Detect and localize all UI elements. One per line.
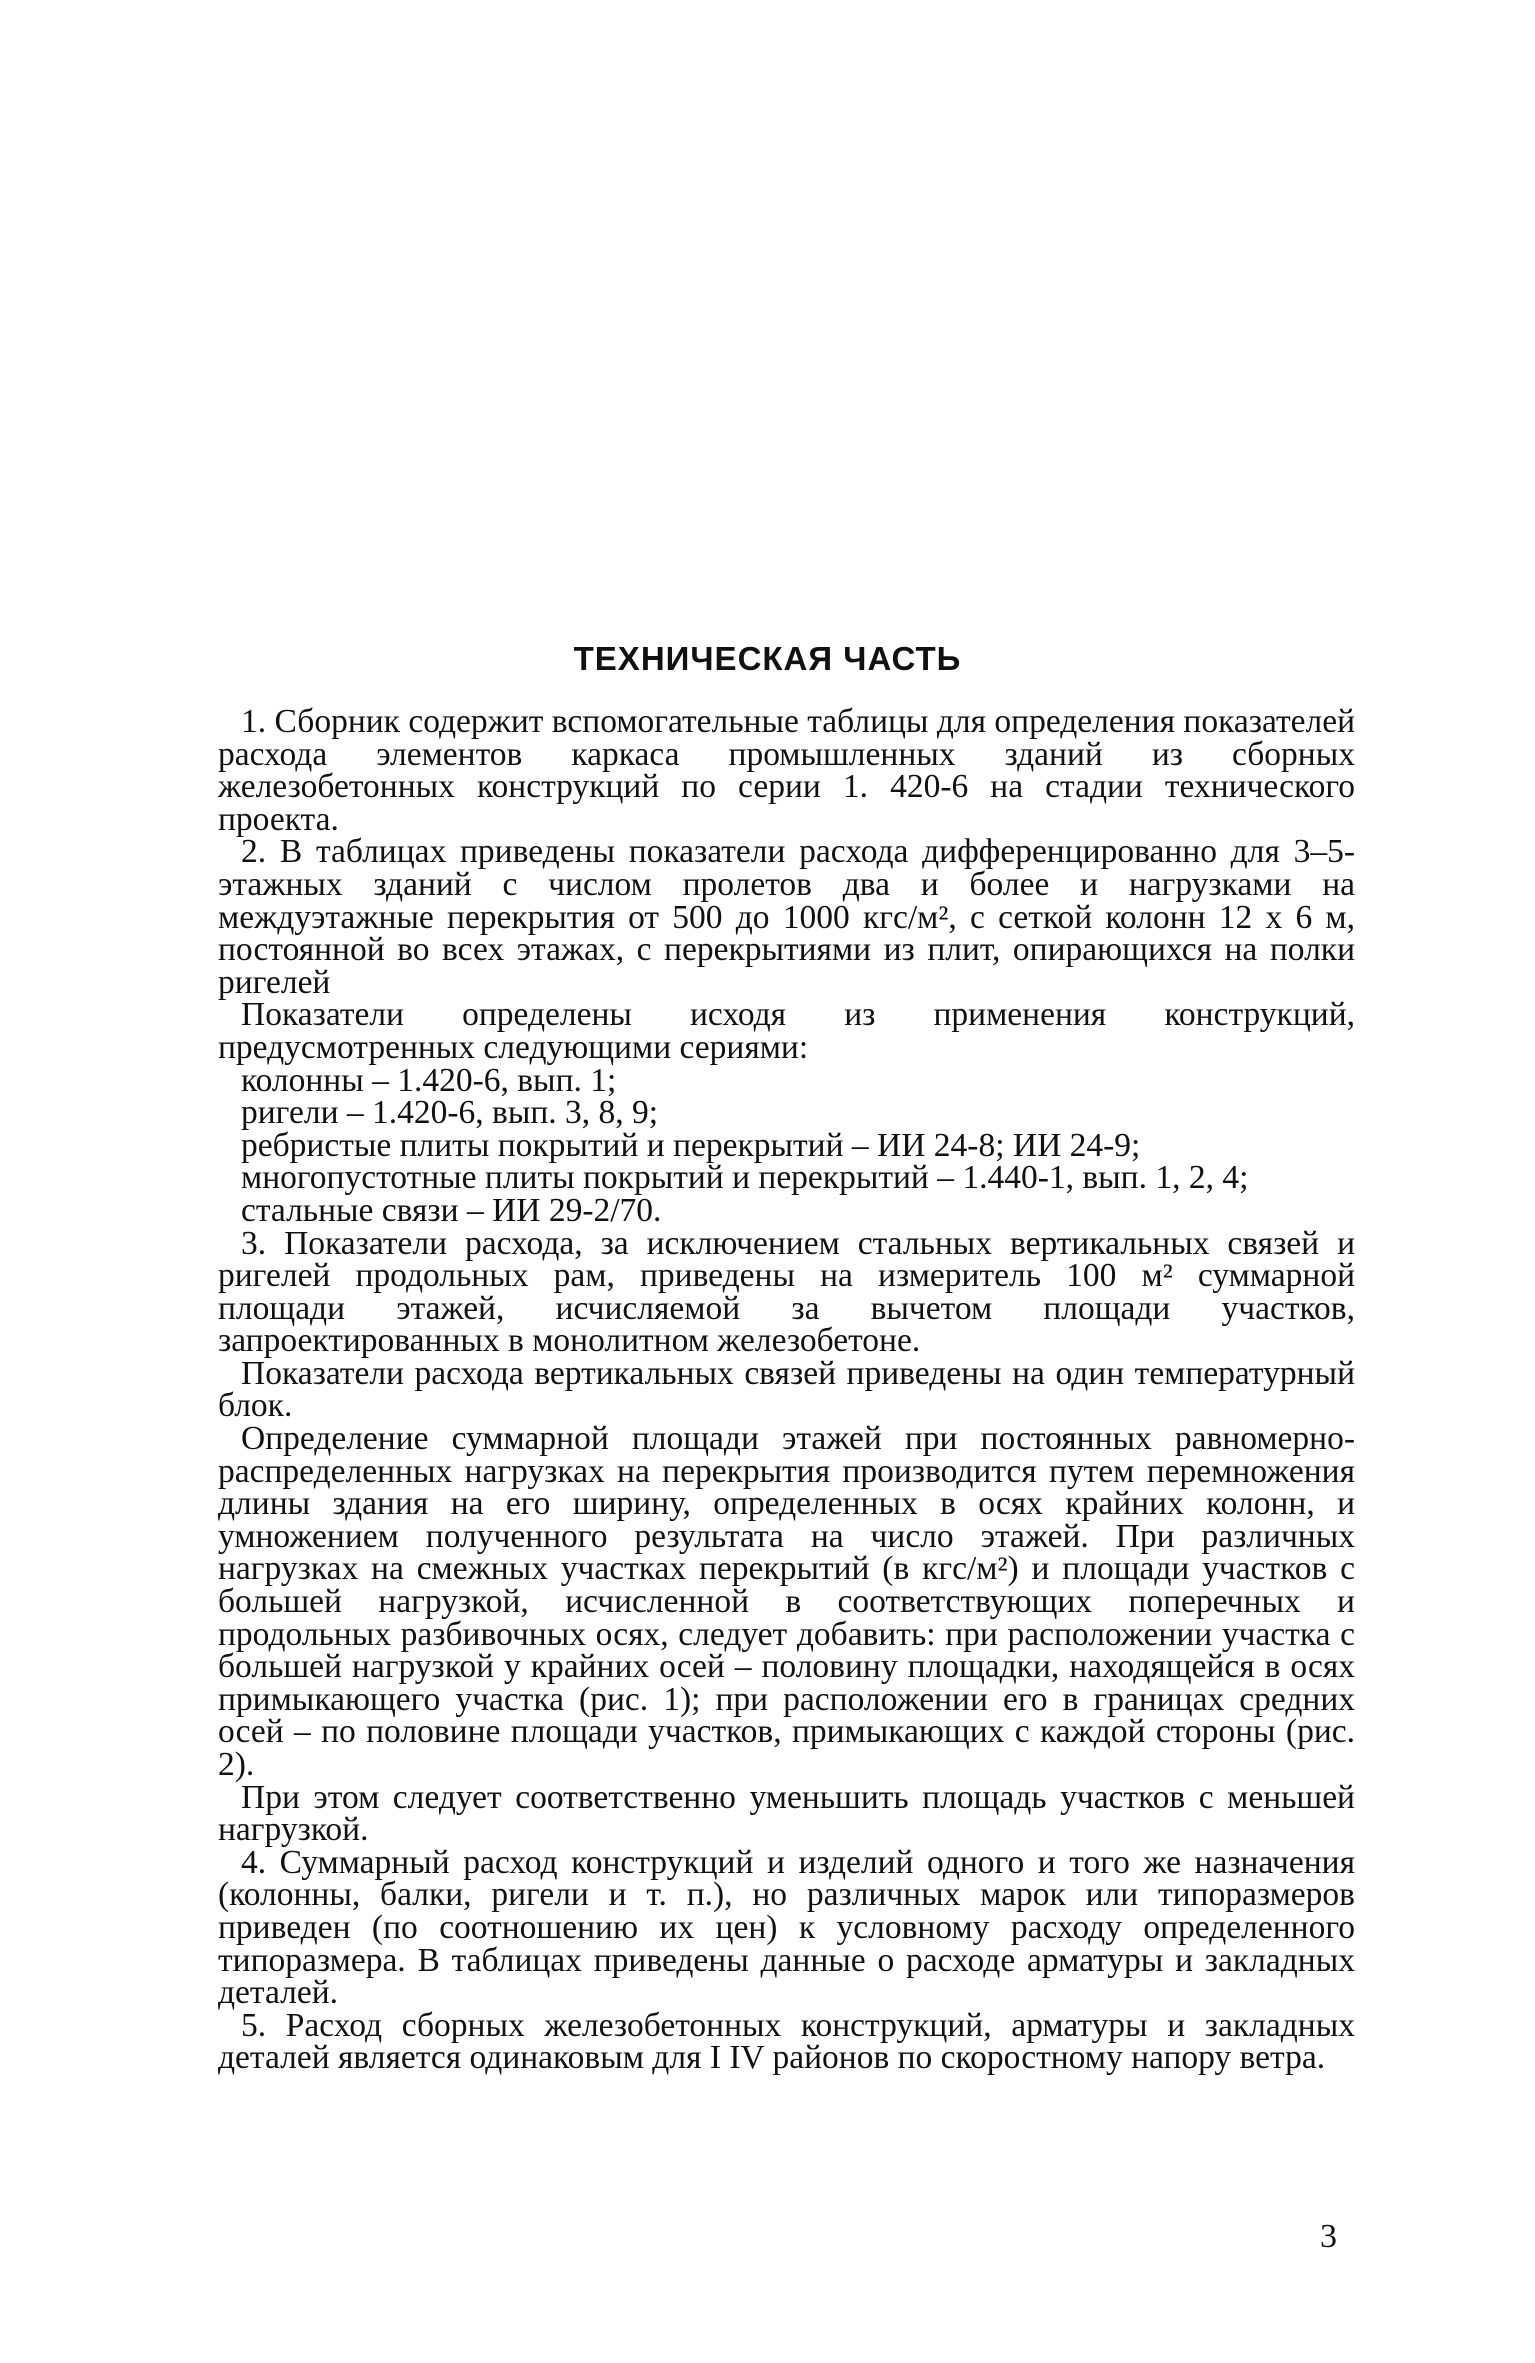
series-item-ribbed-slabs: ребристые плиты покрытий и перекрытий – ИИ 24-8; ИИ 24-9; bbox=[241, 1126, 1141, 1164]
paragraph-8: 4. Суммарный расход конструкций и изделий одного и того же назначения (колонны, балки, ригели и т. п.), но различных марок или типоразмеров приведен (по соотношению их цен) к условному расходу определенного типоразмера. В таблицах приведены данные о расходе арматуры и закладных деталей. bbox=[218, 1843, 1355, 2012]
paragraph-2: 2. В таблицах приведены показатели расхода дифференцированно для 3–5-этажных зданий с числом пролетов два и более и нагрузками на междуэтажные перекрытия от 500 до 1000 кгс/м², с сеткой колонн 12 х 6 м, постоянной во всех этажах, с перекрытиями из плит, опирающихся на полки ригелей bbox=[218, 833, 1355, 1001]
paragraph-6: Определение суммарной площади этажей при постоянных равномерно-распределенных нагрузках на перекрытия производится путем перемножения длины здания на его ширину, определенных в осях крайних колонн, и умножением полученного результата на число этажей. При различных нагрузках на смежных участках перекрытий (в кгс/м²) и площади участков с большей нагрузкой, исчисленной в соответствующих поперечных и продольных разбивочных осях, следует добавить: при расположении участка с большей нагрузкой у крайних осей – половину площадки, находящейся в осях примыкающего участка (рис. 1); при расположении его в границах средних осей – по половине площади участков, примыкающих с каждой стороны (рис. 2). bbox=[218, 1420, 1355, 1783]
paragraph-9: 5. Расход сборных железобетонных конструкций, арматуры и закладных деталей является одинаковым для I IV районов по скоростному напору ветра. bbox=[218, 2006, 1355, 2077]
series-item-steel-braces: стальные связи – ИИ 29-2/70. bbox=[241, 1191, 662, 1229]
series-item-columns: колонны – 1.420-6, вып. 1; bbox=[241, 1061, 617, 1099]
paragraph-4: 3. Показатели расхода, за исключением стальных вертикальных связей и ригелей продольных рам, приведены на измеритель 100 м² суммарной площади этажей, исчисляемой за вычетом площади участков, запроектированных в монолитном железобетоне. bbox=[218, 1224, 1355, 1360]
paragraph-5: Показатели расхода вертикальных связей приведены на один температурный блок. bbox=[218, 1354, 1355, 1425]
document-body bbox=[218, 703, 1355, 2077]
paragraph-1: 1. Сборник содержит вспомогательные таблицы для определения показателей расхода элементов каркаса промышленных зданий из сборных железобетонных конструкций по серии 1. 420-6 на стадии технического проекта. bbox=[218, 703, 1355, 838]
paragraph-3: Показатели определены исходя из применения конструкций, предусмотренных следующими сериями: bbox=[218, 996, 1355, 1066]
series-item-girders: ригели – 1.420-6, вып. 3, 8, 9; bbox=[241, 1094, 659, 1132]
paragraph-7: При этом следует соответственно уменьшить площадь участков с меньшей нагрузкой. bbox=[218, 1778, 1355, 1849]
page-title: ТЕХНИЧЕСКАЯ ЧАСТЬ bbox=[573, 640, 962, 677]
page-number: 3 bbox=[1320, 2218, 1337, 2255]
series-item-hollow-slabs: многопустотные плиты покрытий и перекрытий – 1.440-1, вып. 1, 2, 4; bbox=[241, 1159, 1249, 1197]
